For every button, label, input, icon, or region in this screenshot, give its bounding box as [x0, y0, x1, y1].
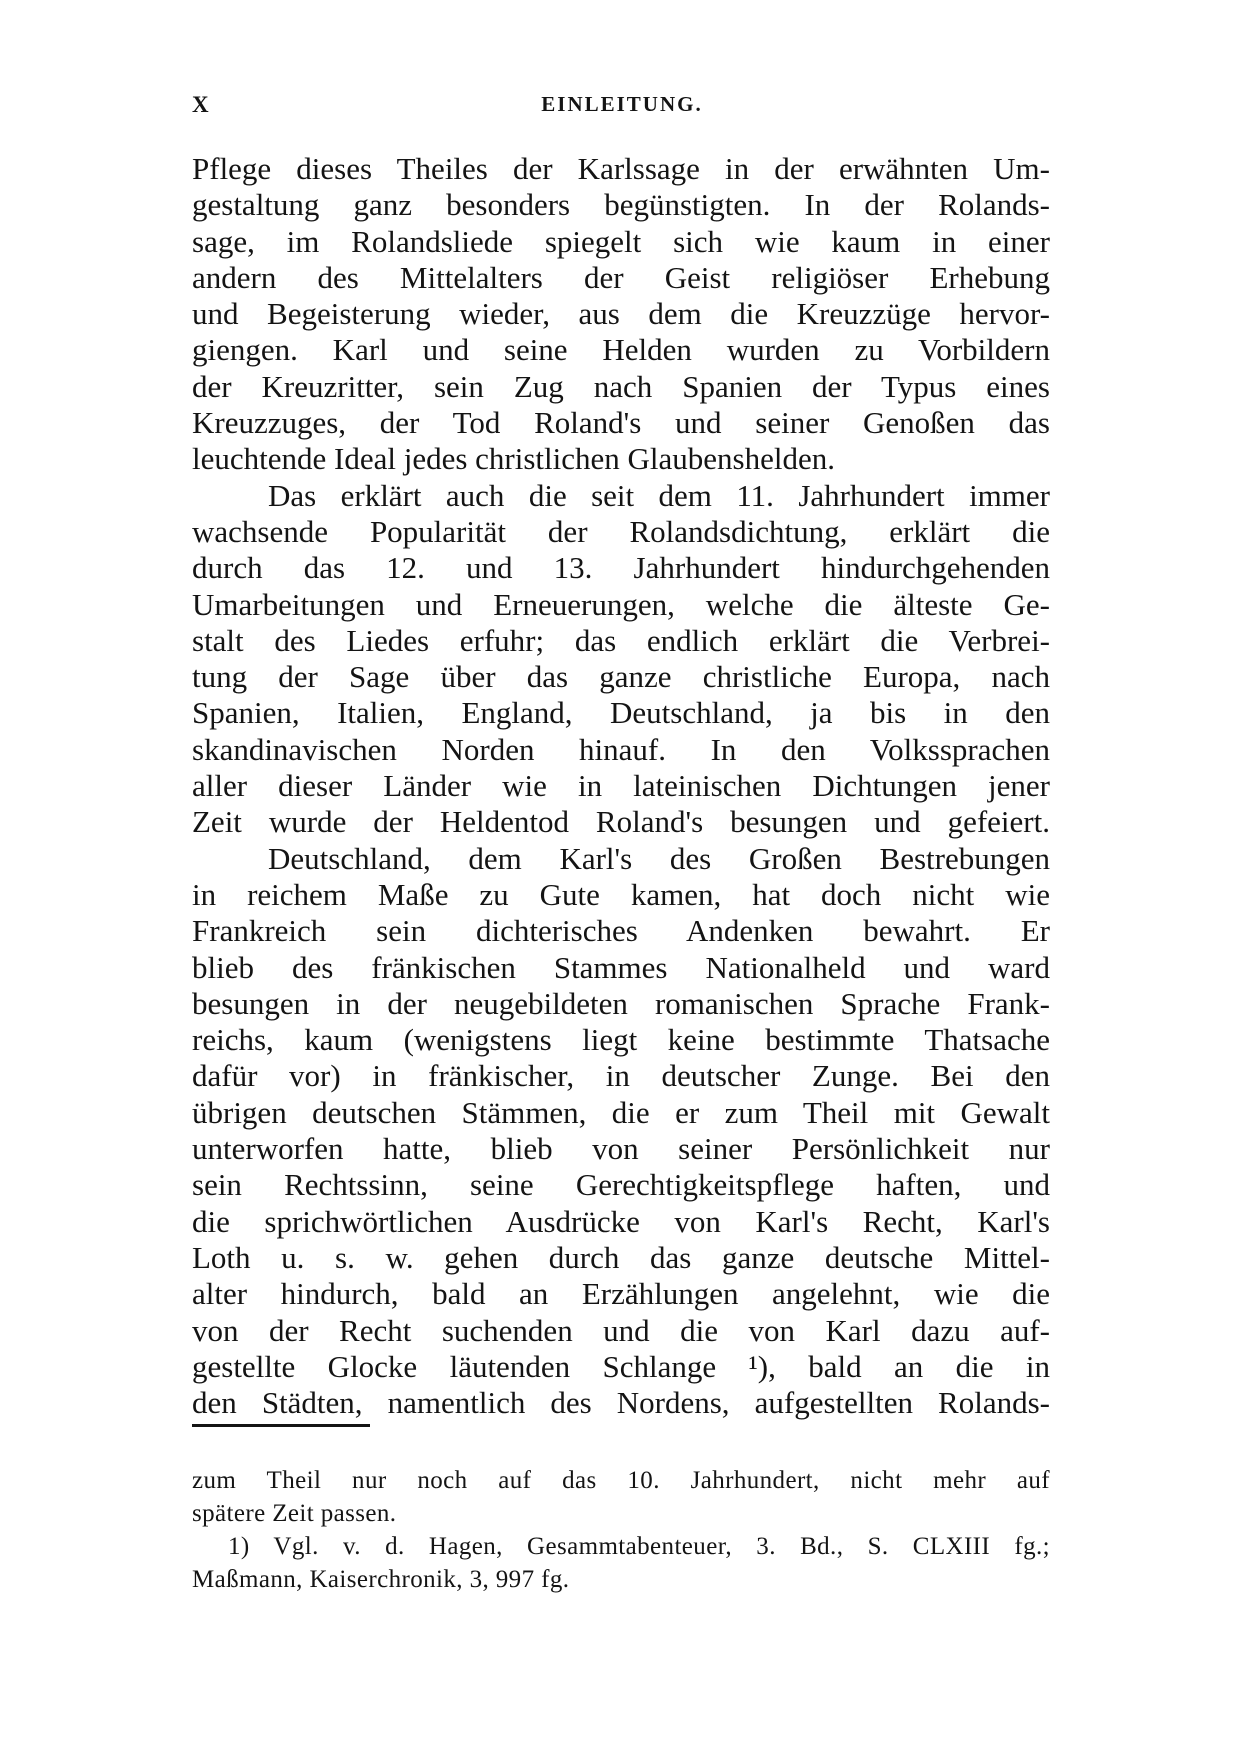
text-line: übrigen deutschen Stämmen, die er zum Theil mit Gewalt: [192, 1094, 1050, 1130]
text-line: der Kreuzritter, sein Zug nach Spanien der Typus eines: [192, 368, 1050, 404]
footnotes: [192, 1464, 1050, 1596]
text-line: aller dieser Länder wie in lateinischen Dichtungen jener: [192, 768, 1050, 804]
text-line: wachsende Popularität der Rolandsdichtung, erklärt die: [192, 513, 1050, 549]
text-line: Pflege dieses Theiles der Karlssage in der erwähnten Um-: [192, 151, 1050, 186]
text-line: tung der Sage über das ganze christliche Europa, nach: [192, 659, 1050, 695]
text-line: stalt des Liedes erfuhr; das endlich erklärt die Verbrei-: [192, 622, 1050, 658]
text-line: Spanien, Italien, England, Deutschland, ja bis in den: [192, 695, 1050, 731]
text-line: Frankreich sein dichterisches Andenken bewahrt. Er: [192, 913, 1050, 949]
text-line: dafür vor) in fränkischer, in deutscher Zunge. Bei den: [192, 1058, 1050, 1094]
page-header: [192, 92, 1052, 126]
text-line: Loth u. s. w. gehen durch das ganze deutsche Mittel-: [192, 1239, 1050, 1275]
text-line: sage, im Rolandsliede spiegelt sich wie kaum in einer: [192, 223, 1050, 259]
text-line: blieb des fränkischen Stammes Nationalheld und ward: [192, 949, 1050, 985]
text-line: und Begeisterung wieder, aus dem die Kreuzzüge hervor-: [192, 296, 1050, 332]
text-line: skandinavischen Norden hinauf. In den Volkssprachen: [192, 731, 1050, 767]
footnote-divider: [192, 1424, 370, 1427]
text-line: von der Recht suchenden und die von Karl dazu auf-: [192, 1312, 1050, 1348]
text-line: besungen in der neugebildeten romanischen Sprache Frank-: [192, 985, 1050, 1021]
text-line: reichs, kaum (wenigstens liegt keine bestimmte Thatsache: [192, 1022, 1050, 1058]
footnote-line: 1) Vgl. v. d. Hagen, Gesammtabenteuer, 3. Bd., S. CLXIII fg.;: [228, 1533, 1050, 1560]
text-line: Kreuzzuges, der Tod Roland's und seiner Genoßen das: [192, 405, 1050, 441]
footnote-line: spätere Zeit passen.: [192, 1500, 397, 1527]
text-line: unterworfen hatte, blieb von seiner Persönlichkeit nur: [192, 1131, 1050, 1167]
text-line: Deutschland, dem Karl's des Großen Bestrebungen: [268, 840, 1050, 876]
text-line: Zeit wurde der Heldentod Roland's besungen und gefeiert.: [192, 804, 1050, 840]
text-line: durch das 12. und 13. Jahrhundert hindurchgehenden: [192, 550, 1050, 586]
text-line: alter hindurch, bald an Erzählungen angelehnt, wie die: [192, 1276, 1050, 1312]
page-number: X: [192, 92, 211, 117]
text-line: gestellte Glocke läutenden Schlange ¹), bald an die in: [192, 1348, 1050, 1384]
running-title: EINLEITUNG.: [541, 92, 703, 116]
footnote-line: zum Theil nur noch auf das 10. Jahrhundert, nicht mehr auf: [192, 1467, 1050, 1494]
text-line: in reichem Maße zu Gute kamen, hat doch nicht wie: [192, 876, 1050, 912]
text-line: Umarbeitungen und Erneuerungen, welche die älteste Ge-: [192, 586, 1050, 622]
text-line: die sprichwörtlichen Ausdrücke von Karl's Recht, Karl's: [192, 1203, 1050, 1239]
text-line: gestaltung ganz besonders begünstigten. In der Rolands-: [192, 187, 1050, 223]
footnote-line: Maßmann, Kaiserchronik, 3, 997 fg.: [192, 1566, 570, 1593]
text-line: giengen. Karl und seine Helden wurden zu Vorbildern: [192, 332, 1050, 368]
text-line: leuchtende Ideal jedes christlichen Glaubenshelden.: [192, 441, 835, 477]
text-line: den Städten, namentlich des Nordens, aufgestellten Rolands-: [192, 1385, 1050, 1421]
text-line: sein Rechtssinn, seine Gerechtigkeitspflege haften, und: [192, 1167, 1050, 1203]
text-line: Das erklärt auch die seit dem 11. Jahrhundert immer: [268, 477, 1050, 513]
text-line: andern des Mittelalters der Geist religiöser Erhebung: [192, 259, 1050, 295]
main-text: [192, 151, 1050, 1421]
